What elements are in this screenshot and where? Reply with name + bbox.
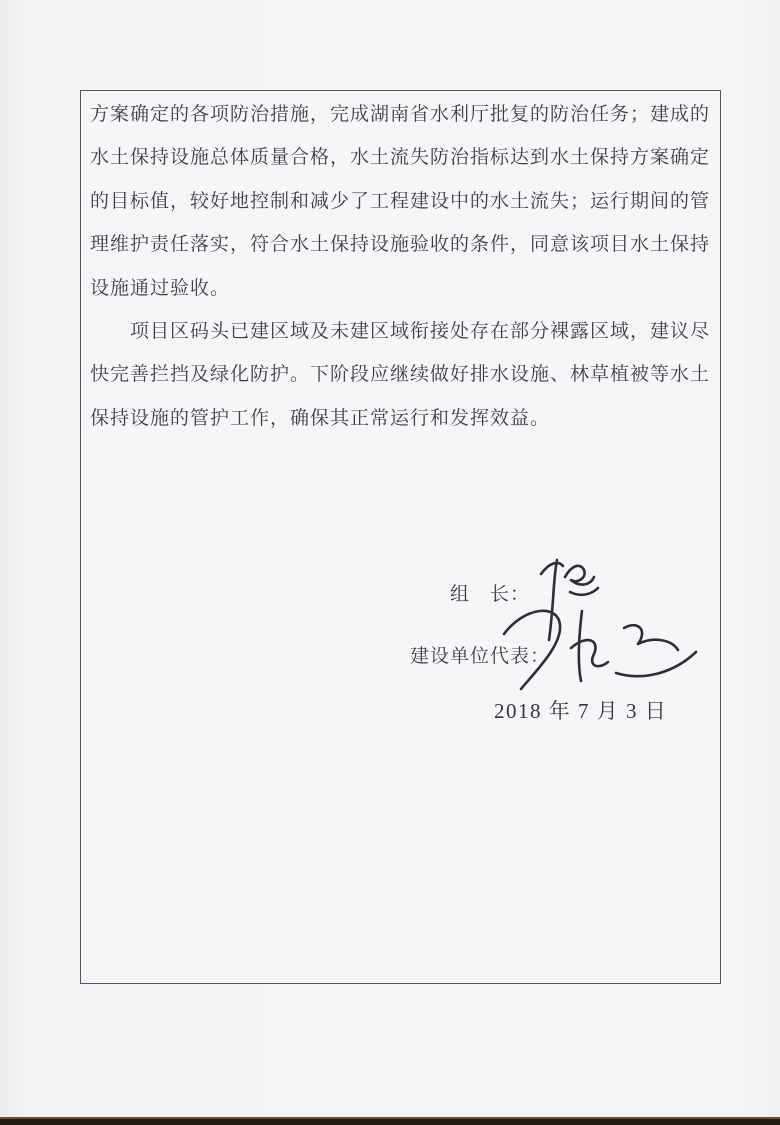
body-text — [90, 93, 714, 440]
builder-label: 建设单位代表： — [410, 646, 551, 667]
builder-signature — [494, 601, 702, 696]
date: 2018 年 7 月 3 日 — [494, 699, 668, 723]
body-line: 快完善拦挡及绿化防护。下阶段应继续做好排水设施、林草植被等水土 — [90, 364, 711, 386]
body-line: 项目区码头已建区域及未建区域衔接处存在部分裸露区域，建议尽 — [130, 320, 711, 342]
body-line: 理维护责任落实，符合水土保持设施验收的条件，同意该项目水土保持 — [90, 234, 711, 256]
body-line: 的目标值，较好地控制和减少了工程建设中的水土流失；运行期间的管 — [90, 190, 711, 212]
leader-label: 组 长： — [450, 584, 531, 605]
body-line: 设施通过验收。 — [90, 277, 231, 299]
body-line: 保持设施的管护工作，确保其正常运行和发挥效益。 — [90, 407, 551, 429]
scan-bottom-edge — [0, 1117, 780, 1125]
body-line: 方案确定的各项防治措施，完成湖南省水利厅批复的防治任务；建成的 — [90, 104, 711, 125]
body-line: 水土保持设施总体质量合格，水土流失防治指标达到水土保持方案确定 — [90, 147, 711, 169]
